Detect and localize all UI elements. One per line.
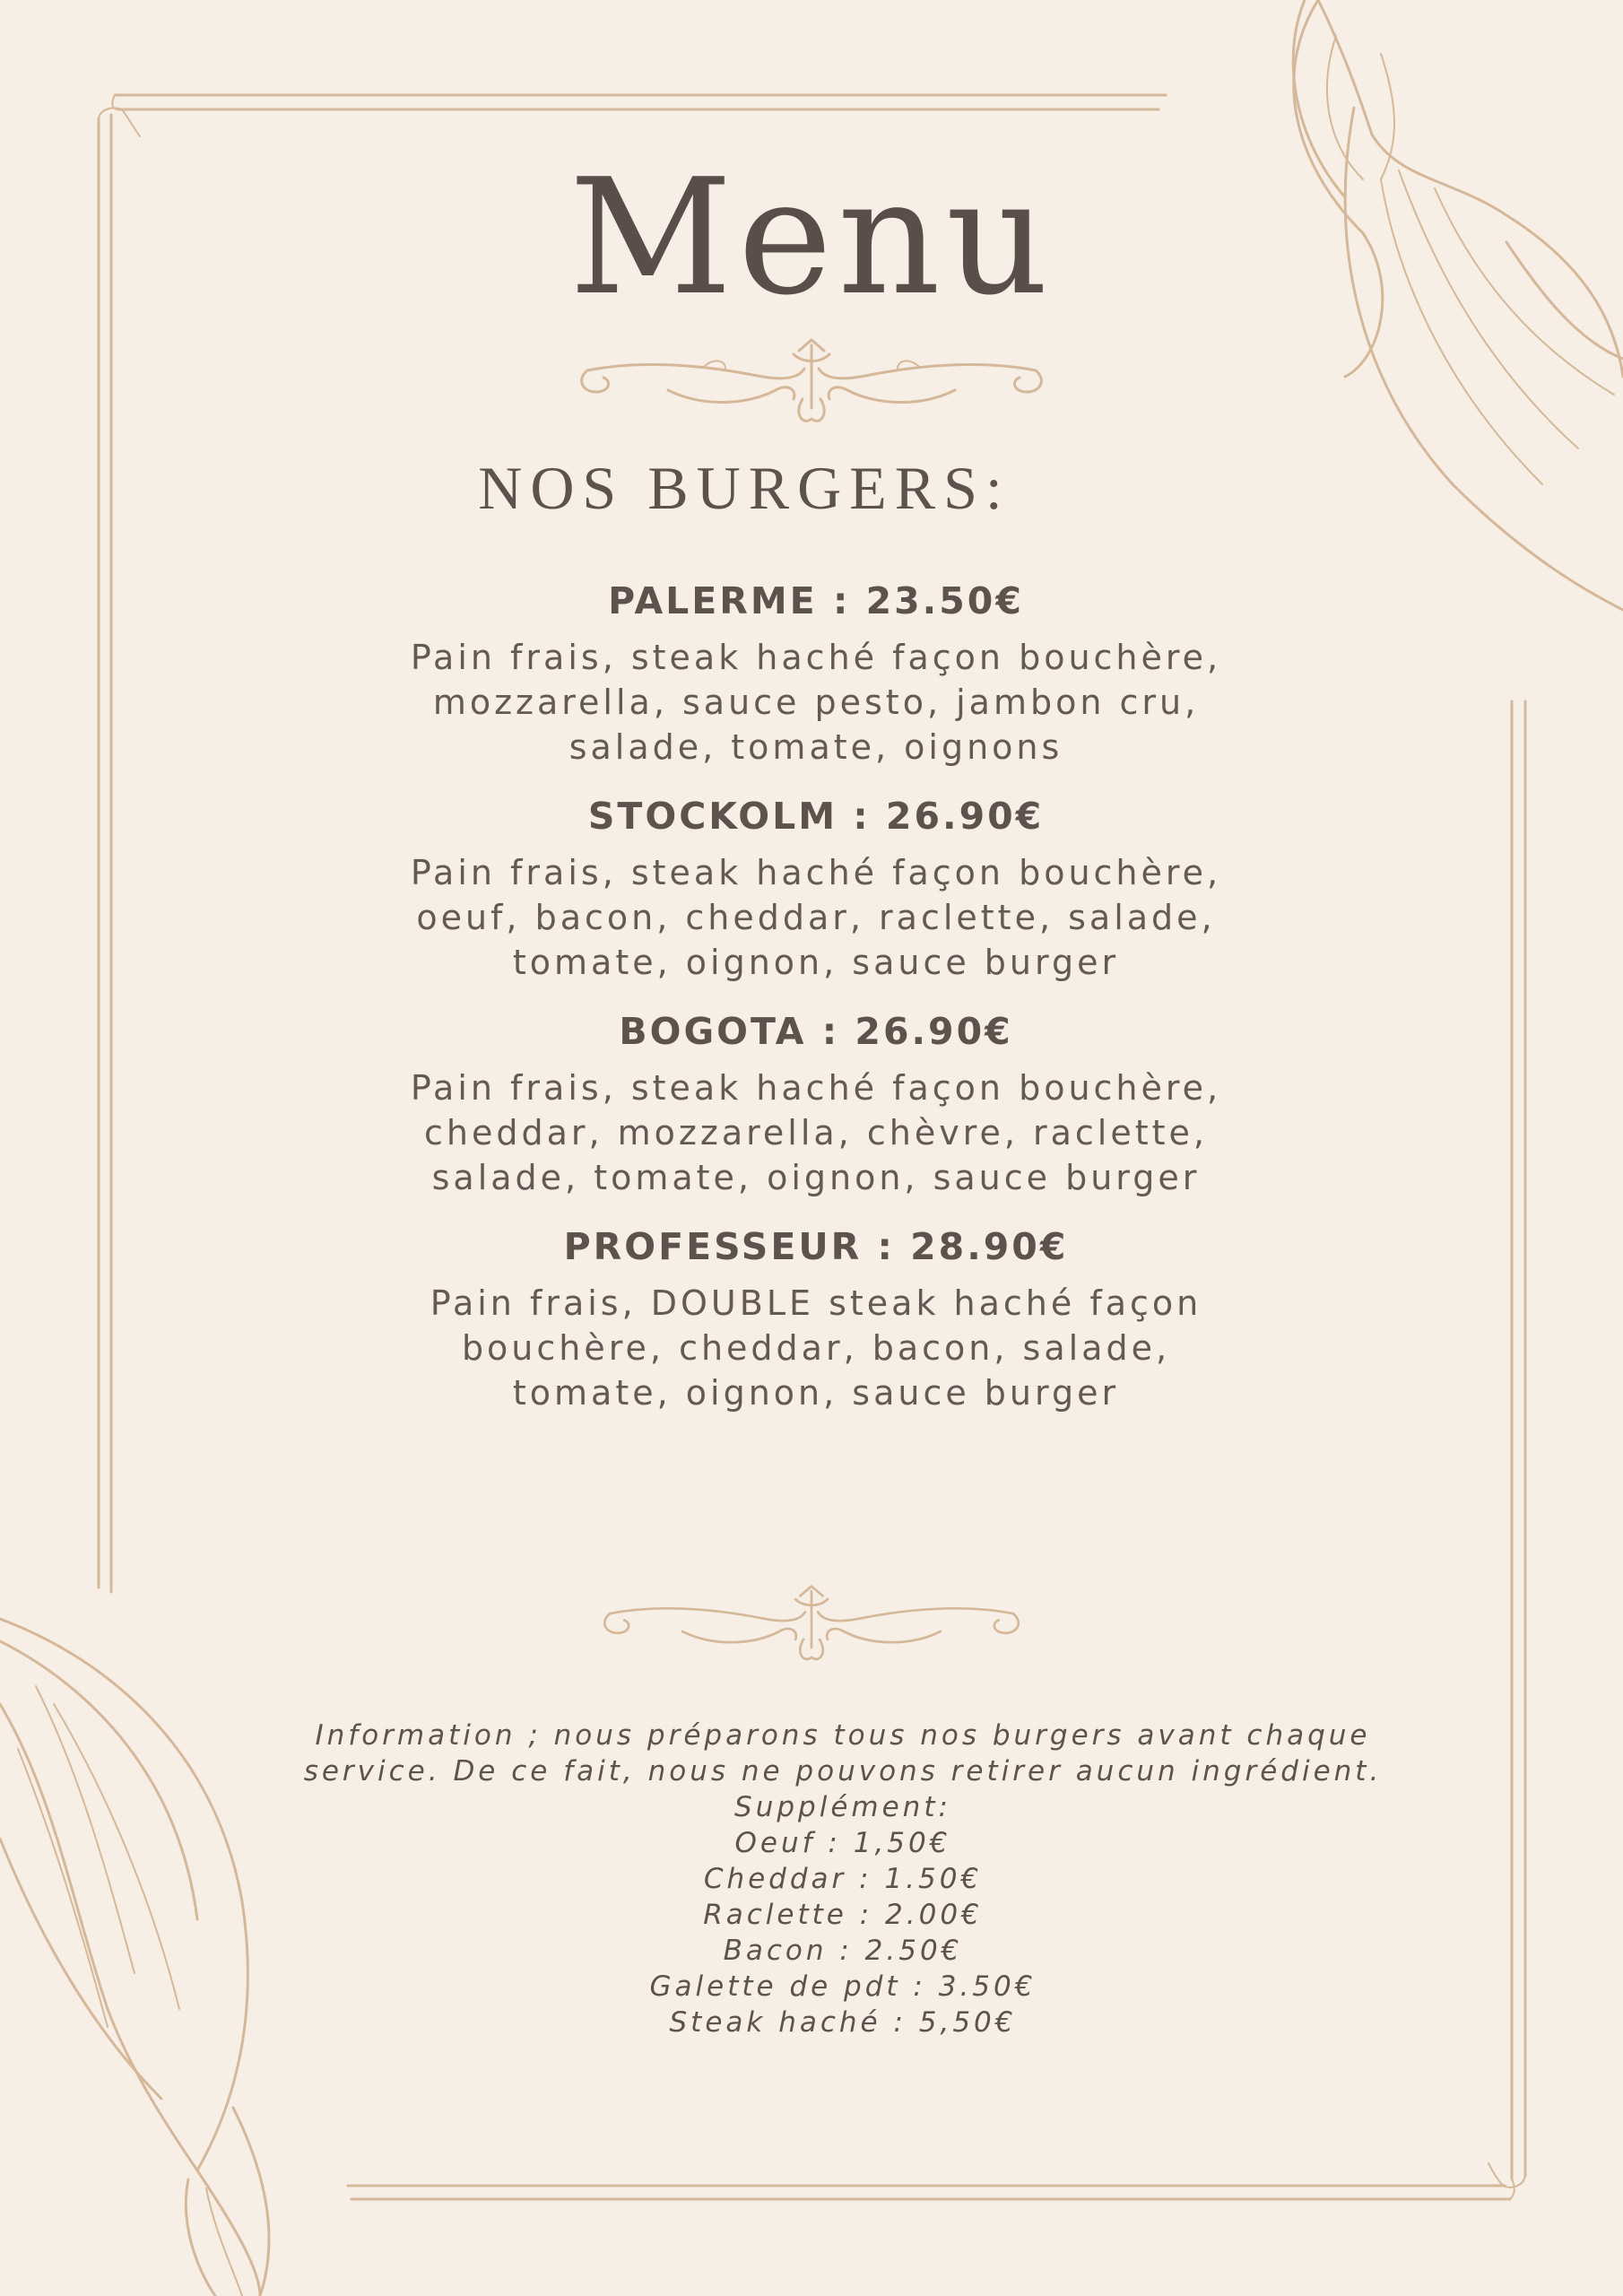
- item-name-price: BOGOTA : 26.90€: [619, 1010, 1013, 1053]
- item-description: Pain frais, steak haché façon bouchère, oeuf, bacon, cheddar, raclette, salade, tomate, oignon, sauce burger: [410, 853, 1222, 982]
- item-description: Pain frais, steak haché façon bouchère, cheddar, mozzarella, chèvre, raclette, salade, tomate, oignon, sauce burger: [410, 1068, 1222, 1197]
- flourish-ornament-icon: [582, 340, 1042, 421]
- flourish-ornament-icon: [604, 1587, 1018, 1659]
- info-text: Information ; nous préparons tous nos burgers avant chaque service. De ce fait, nous ne pouvons retirer aucun ingrédient.: [303, 1719, 1383, 1787]
- menu-item: [341, 1004, 1291, 1200]
- supplement-item: Cheddar : 1.50€: [703, 1863, 983, 1895]
- supplement-item: Steak haché : 5,50€: [669, 2006, 1017, 2039]
- item-name-price: PROFESSEUR : 28.90€: [563, 1225, 1069, 1268]
- burger-list: [341, 574, 1291, 1415]
- item-name-price: PALERME : 23.50€: [608, 579, 1024, 622]
- item-description: Pain frais, DOUBLE steak haché façon bouchère, cheddar, bacon, salade, tomate, oignon, sauce burger: [430, 1283, 1202, 1413]
- supplement-list: [296, 1825, 1390, 2040]
- section-title: NOS BURGERS:: [478, 454, 1011, 522]
- supplement-item: Galette de pdt : 3.50€: [649, 1970, 1037, 2003]
- menu-item: [341, 1220, 1291, 1415]
- supplement-item: Oeuf : 1,50€: [734, 1827, 951, 1859]
- supplement-title: Supplément:: [734, 1791, 951, 1823]
- menu-title: Menu: [568, 144, 1055, 330]
- supplement-item: Bacon : 2.50€: [723, 1935, 963, 1967]
- supplement-item: Raclette : 2.00€: [703, 1899, 983, 1931]
- item-description: Pain frais, steak haché façon bouchère, mozzarella, sauce pesto, jambon cru, salade, tomate, oignons: [410, 638, 1222, 767]
- menu-item: [341, 574, 1291, 770]
- item-name-price: STOCKOLM : 26.90€: [587, 795, 1045, 838]
- leaf-line-art-icon: [0, 1619, 269, 2296]
- menu-item: [341, 789, 1291, 985]
- info-block: [296, 1718, 1390, 2040]
